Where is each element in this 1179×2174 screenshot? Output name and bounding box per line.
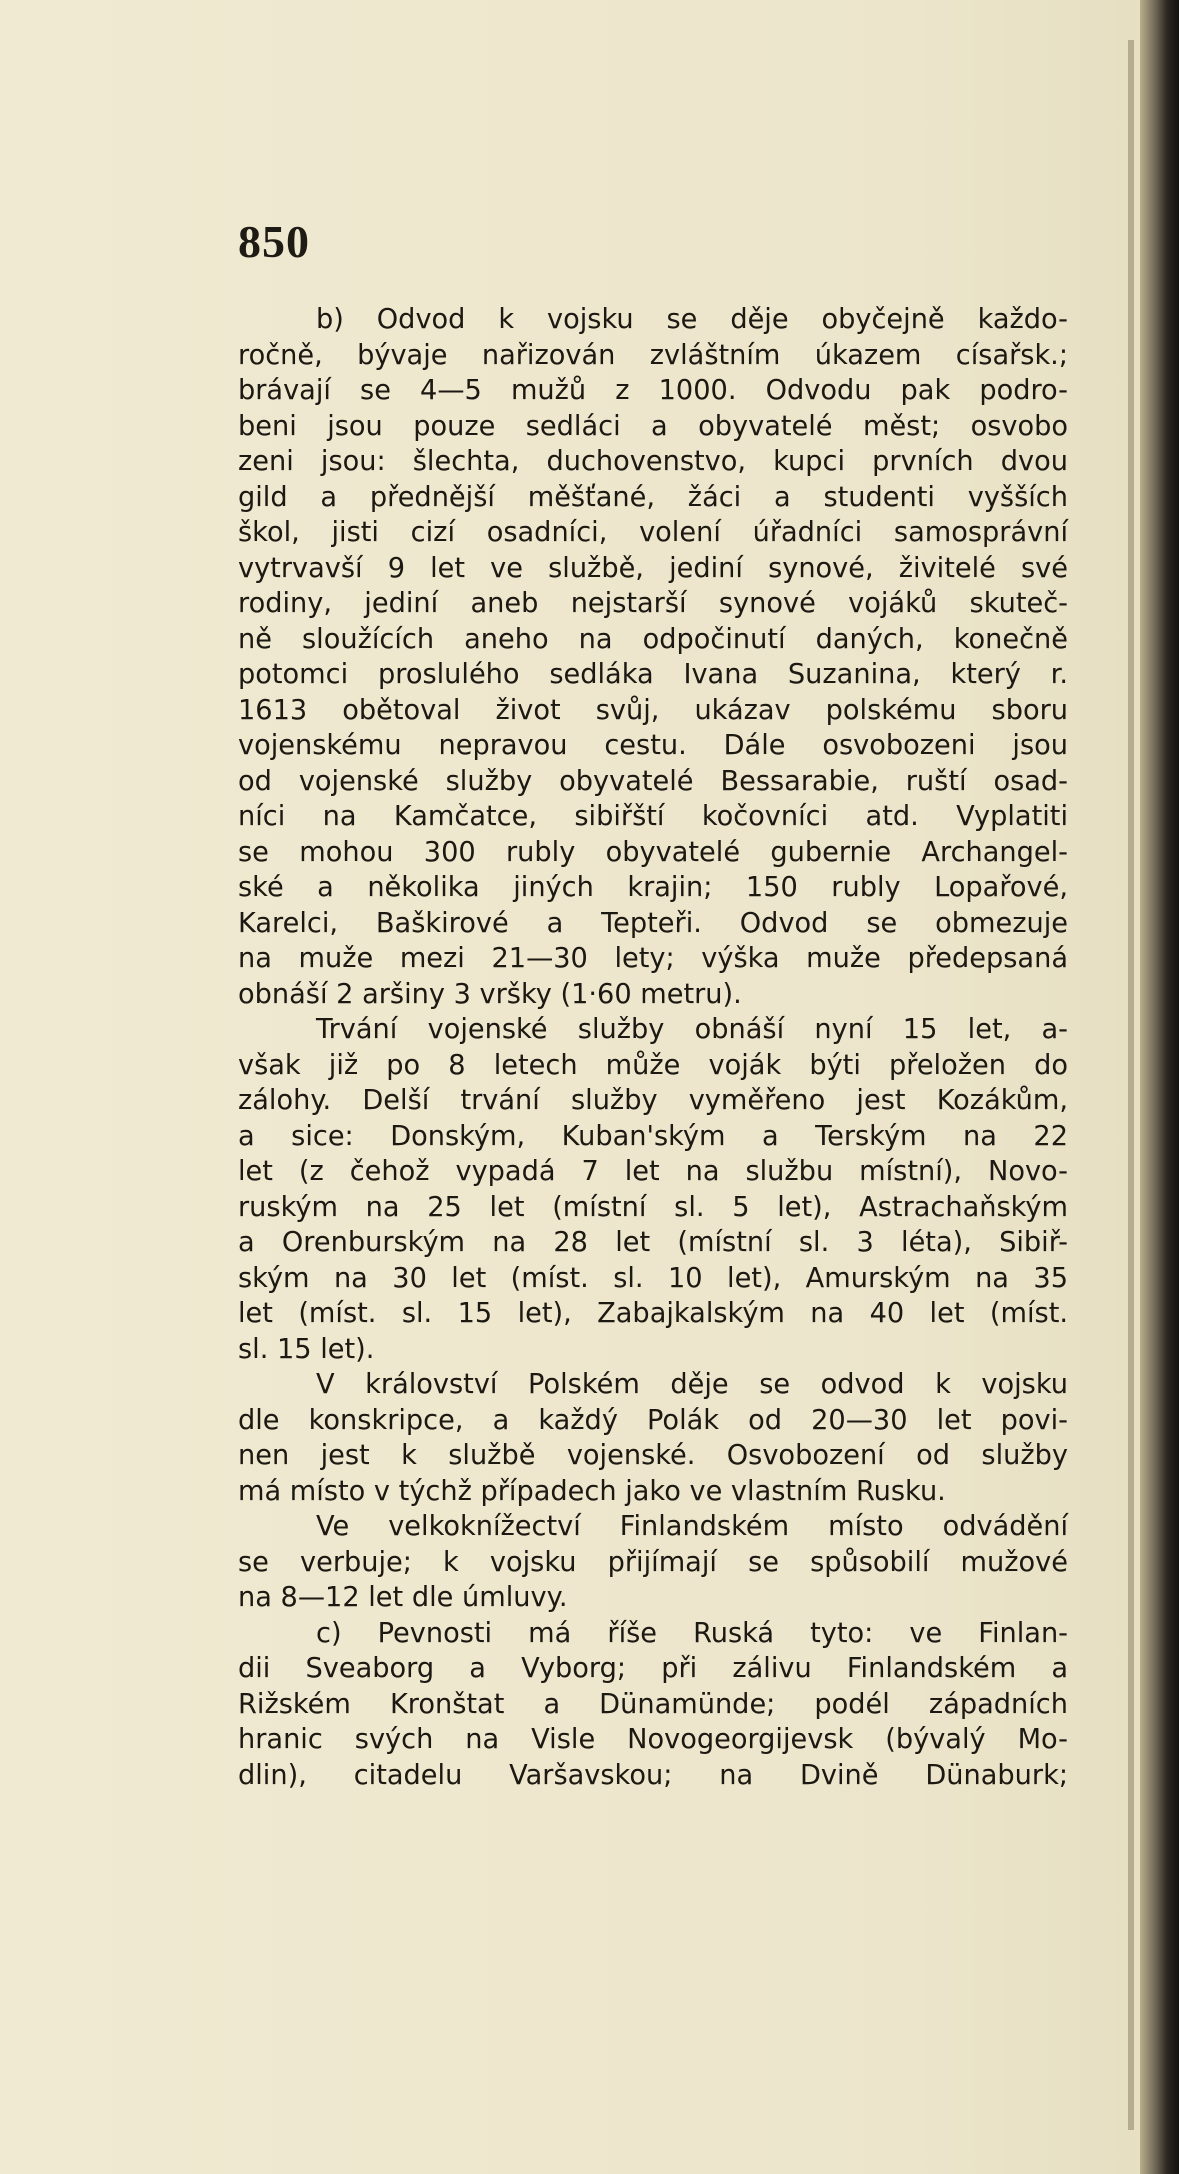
text-line: ské a několika jiných krajin; 150 rubly Lopařové, <box>238 872 1068 903</box>
text-line: ně sloužících aneho na odpočinutí daných, konečně <box>238 623 1068 655</box>
text-line: se mohou 300 rubly obyvatelé gubernie Archangel- <box>238 836 1068 868</box>
text-line: 1613 obětoval život svůj, ukázav polskému sboru <box>238 694 1068 726</box>
text-line: nen jest k službě vojenské. Osvobození od služby <box>238 1440 1068 1471</box>
text-line: dlin), citadelu Varšavskou; na Dvině Dünaburk; <box>238 1759 1068 1791</box>
text-line: a sice: Donským, Kuban'ským a Terským na 22 <box>238 1120 1068 1152</box>
text-line: potomci proslulého sedláka Ivana Suzanina, který r. <box>238 659 1068 690</box>
text-line: hranic svých na Visle Novogeorgijevsk (bývalý Mo- <box>238 1724 1068 1755</box>
text-line: se verbuje; k vojsku přijímají se spůsobilí mužové <box>238 1546 1068 1578</box>
text-line: na 8—12 let dle úmluvy. <box>238 1582 568 1613</box>
text-line: beni jsou pouze sedláci a obyvatelé měst; osvobo <box>238 410 1068 442</box>
text-line: rodiny, jediní aneb nejstarší synové vojáků skuteč- <box>238 588 1068 619</box>
text-line: od vojenské služby obyvatelé Bessarabie, ruští osad- <box>238 765 1068 797</box>
text-line: dii Sveaborg a Vyborg; při zálivu Finlandském a <box>238 1653 1068 1684</box>
text-line: obnáší 2 aršiny 3 vršky (1·60 metru). <box>238 978 742 1010</box>
text-line: zálohy. Delší trvání služby vyměřeno jest Kozákům, <box>238 1085 1068 1116</box>
text-line: c) Pevnosti má říše Ruská tyto: ve Finlan- <box>316 1617 1068 1649</box>
text-line: brávají se 4—5 mužů z 1000. Odvodu pak podro- <box>238 375 1068 406</box>
text-line: má místo v týchž případech jako ve vlastním Rusku. <box>238 1475 946 1507</box>
page-edge-shadow <box>1128 40 1134 2130</box>
page-number: 850 <box>238 216 310 267</box>
text-line: škol, jisti cizí osadníci, volení úřadníci samosprávní <box>238 517 1068 548</box>
text-line: zeni jsou: šlechta, duchovenstvo, kupci prvních dvou <box>238 446 1068 477</box>
text-line: gild a přednější měšťané, žáci a studenti vyšších <box>238 481 1068 513</box>
text-line: níci na Kamčatce, sibiřští kočovníci atd. Vyplatiti <box>238 801 1068 832</box>
text-line: V království Polském děje se odvod k vojsku <box>316 1369 1068 1400</box>
text-line: b) Odvod k vojsku se děje obyčejně každo- <box>316 304 1068 335</box>
text-line: Rižském Kronštat a Dünamünde; podél západních <box>238 1688 1068 1720</box>
text-line: na muže mezi 21—30 lety; výška muže předepsaná <box>238 943 1068 974</box>
text-line: let (z čehož vypadá 7 let na službu místní), Novo- <box>238 1156 1068 1187</box>
text-line: vojenskému nepravou cestu. Dále osvobozeni jsou <box>238 730 1068 761</box>
text-line: dle konskripce, a každý Polák od 20—30 let povi- <box>238 1404 1068 1436</box>
text-line: však již po 8 letech může voják býti přeložen do <box>238 1049 1068 1081</box>
text-line: ročně, bývaje nařizován zvláštním úkazem císařsk.; <box>238 339 1068 371</box>
body-text <box>238 302 1068 1793</box>
text-line: a Orenburským na 28 let (místní sl. 3 léta), Sibiř- <box>238 1227 1068 1258</box>
text-line: Karelci, Baškirové a Tepteři. Odvod se obmezuje <box>238 907 1068 939</box>
text-line: Ve velkoknížectví Finlandském místo odvádění <box>316 1511 1068 1542</box>
text-line: ským na 30 let (míst. sl. 10 let), Amurským na 35 <box>238 1262 1068 1294</box>
book-binding <box>1140 0 1179 2174</box>
text-line: Trvání vojenské služby obnáší nyní 15 let, a- <box>316 1014 1068 1045</box>
text-line: ruským na 25 let (místní sl. 5 let), Astrachaňským <box>238 1191 1068 1223</box>
text-line: vytrvavší 9 let ve službě, jediní synové, živitelé své <box>238 552 1068 584</box>
text-line: sl. 15 let). <box>238 1333 375 1365</box>
text-line: let (míst. sl. 15 let), Zabajkalským na 40 let (míst. <box>238 1298 1068 1329</box>
